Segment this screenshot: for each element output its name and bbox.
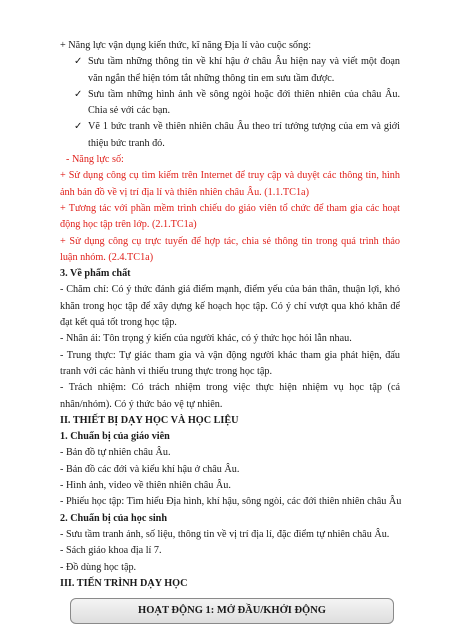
quality-item: - Chăm chỉ: Có ý thức đánh giá điểm mạnh, điểm yếu của bản thân, thuận lợi, khó khăn trong học tập để xây dựng kế hoạch học tập. Có ý chí vượt qua khó khăn để đạt kết quả tốt trong học tập. (60, 284, 400, 329)
teacher-item: - Bản đồ các đới và kiểu khí hậu ở châu Âu. (60, 463, 240, 475)
qualities-heading: 3. Về phẩm chất (60, 268, 131, 280)
student-item: - Sưu tầm tranh ảnh, số liệu, thông tin về vị trí địa lí, đặc điểm tự nhiên châu Âu. (60, 528, 390, 540)
quality-item: - Nhân ái: Tôn trọng ý kiến của người khác, có ý thức học hỏi lẫn nhau. (60, 333, 352, 345)
checklist-item (60, 87, 400, 120)
quality-item: - Trung thực: Tự giác tham gia và vận động người khác tham gia phát hiện, đấu tranh với các hành vi thiếu trung thực trong học tập. (60, 349, 400, 377)
digital-item: + Sử dụng công cụ trực tuyến để hợp tác, chia sẻ thông tin trong quá trình thảo luận nhóm. (2.4.TC1a) (60, 235, 400, 263)
document-body (60, 38, 400, 624)
checklist-text: Sưu tầm những hình ảnh về sông ngòi hoặc đới thiên nhiên của châu Âu. Chia sẻ với các bạn. (88, 88, 400, 117)
activity-title: HOẠT ĐỘNG 1: MỞ ĐẦU/KHỞI ĐỘNG (138, 604, 326, 616)
section-heading-equipment: II. THIẾT BỊ DẠY HỌC VÀ HỌC LIỆU (60, 414, 239, 426)
section-heading-process: III. TIẾN TRÌNH DẠY HỌC (60, 577, 188, 589)
digital-item: + Tương tác với phần mềm trình chiếu do giáo viên tổ chức để tham gia các hoạt động học tập trên lớp. (2.1.TC1a) (60, 202, 400, 231)
digital-item: + Sử dụng công cụ tìm kiếm trên Internet để truy cập và duyệt các thông tin, hình ảnh bản đồ về vị trí địa lí và thiên nhiên châu Âu. (1.1.TC1a) (60, 170, 400, 198)
checklist-item (60, 54, 400, 87)
teacher-prep-heading: 1. Chuẩn bị của giáo viên (60, 431, 170, 443)
quality-item: - Trách nhiệm: Có trách nhiệm trong việc thực hiện nhiệm vụ học tập (cá nhân/nhóm). Có ý thức bảo vệ tự nhiên. (60, 382, 400, 410)
checkmark-icon: ✓ (74, 88, 83, 100)
competency-intro: + Năng lực vận dụng kiến thức, kĩ năng Địa lí vào cuộc sống: (60, 40, 312, 51)
checklist-text: Vẽ 1 bức tranh về thiên nhiên châu Âu theo trí tưởng tượng của em và giới thiệu bức tranh đó. (88, 121, 400, 149)
digital-competency-label: - Năng lực số: (66, 154, 124, 166)
activity-title-box (70, 598, 394, 624)
student-item: - Đồ dùng học tập. (60, 561, 137, 573)
checklist-text: Sưu tầm những thông tin về khí hậu ở châu Âu hiện nay và viết một đoạn văn ngắn thể hiện tóm tắt những thông tin em sưu tầm được. (88, 56, 400, 84)
checklist-item (60, 119, 400, 152)
student-prep-heading: 2. Chuẩn bị của học sinh (60, 512, 168, 524)
student-item: - Sách giáo khoa địa lí 7. (60, 545, 162, 557)
teacher-item: - Hình ảnh, video về thiên nhiên châu Âu. (60, 480, 231, 492)
teacher-item: - Phiếu học tập: Tìm hiểu Địa hình, khí hậu, sông ngòi, các đới thiên nhiên châu Âu (60, 496, 402, 508)
teacher-item: - Bản đồ tự nhiên châu Âu. (60, 447, 171, 459)
checkmark-icon: ✓ (74, 121, 83, 133)
checkmark-icon: ✓ (74, 56, 83, 68)
